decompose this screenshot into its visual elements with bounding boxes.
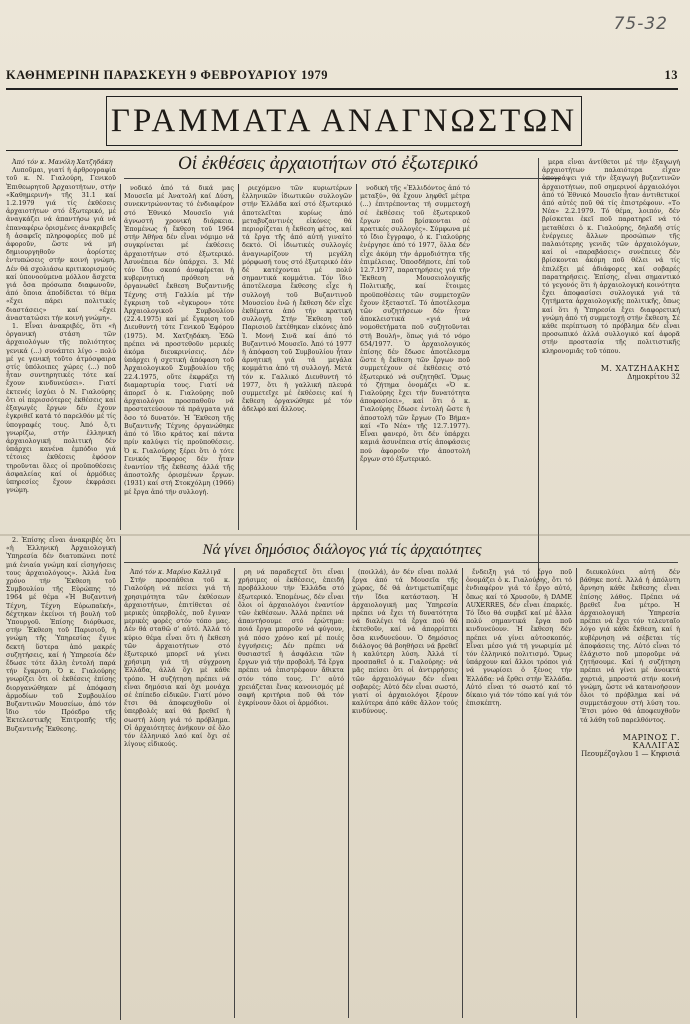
article2-signature-name: ΜΑΡΙΝΟΣ Γ. ΚΑΛΛΙΓΑΣ bbox=[622, 732, 680, 751]
article1-paragraph: ριεχόμενο τῶν κυριωτέρων ἑλληνικῶν ἰδιωτικῶν συλλογῶν στήν Ἑλλάδα καί στό ἐξωτερικό ἀποτελεῖται κυρίως ἀπό μεταβυζαντινές εἰκόνες θά περιορίζεται ἡ ἔκθεση φέτος, καί τά ἔργα τῆς ἀπό αὐτή γιναίτο δεκτό. Οἱ ἰδιωτικές συλλογές ἀναγνωρίζουν τή μεγάλη μόρφωσή τους στό ἐξωτερικό ἐάν δέ κατέχονται μέ πολύ σημαντικά κομμάτια. Τόν ἴδιο ἀποτέλεσμα ἔκθεσης εἶχε ἡ συλλογή τοῦ Βυζαντινοῦ Μουσείου ἐνῶ ἡ ἔκθεση δέν εἶχε ἐκθέματα ἀπό τήν κρατική συλλογή. Στήν Ἔκθεση τοῦ Παρισιοῦ ἐκτέθηκαν εἰκόνες ἀπό Ἱ. Μονή Σινᾶ καί ἀπό τό Βυζαντινό Μουσεῖο. Ἀπό τό 1977 ἡ ἀπόφαση τοῦ Συμβουλίου ἦταν ἀρνητική γιά τά μεγάλα κομμάτια ἀπό τή συλλογή. Μετά τόν κ. Γαλλικό Διευθυντή τό 1977, ὅτι ἡ γαλλική πλευρά συμμετεῖχε μέ ἐκθέσεις καί ἡ ἔκθεση ὀργανώθηκε μέ τόν ἀδελφό καί ἄλλους. bbox=[242, 184, 352, 414]
masthead-rule bbox=[6, 88, 678, 90]
article1-headline: Οἱ ἐκθέσεις ἀρχαιοτήτων στό ἐξωτερικό bbox=[178, 153, 478, 174]
article2-paragraph: διευκολύνει αὐτή δέν βάθηκε ποτέ. Ἀλλά ἡ ἀπόλυτη ἄρνηση κάθε ἔκθεσης εἶναι ἐπίσης λάθος. Πρέπει νά βρεθεῖ ἕνα μέτρο. Ἡ ἀρχαιολογική Ὑπηρεσία πρέπει νά ἔχει τόν τελευταῖο λόγο γιά κάθε ἔκθεση, καί ἡ κυβέρνηση νά σέβεται τίς ἀποφάσεις της. Αὐτό εἶναι τό ἐλάχιστο ποῦ μποροῦμε νά ζητήσουμε. Καί ἡ συζήτηση πρέπει νά γίνει μέ ἀνοικτά χαρτιά, μπροστά στήν κοινή γνώμη, ὥστε νά κατανοήσουν ὅλοι τό πρόβλημα καί νά συμμετάσχουν στή λύση του. Ἔτσι μόνο θά ἀποφευχθοῦν τά λάθη τοῦ παρελθόντος. bbox=[580, 568, 680, 724]
article2-headline-rule bbox=[124, 562, 678, 563]
article2-paragraph: ἔνδειξη γιά τό ἔργο ποῦ ὀνομάζει ὁ κ. Γιαλούρης, ὅτι τό ἐνδιαφέρον γιά τό ἔργο αὐτό, ὅπως καί τό Χρυσοῦν, ἡ DAME AUXERRES, δέν εἶναι ἐπαρκές. Τό ἴδιο θά συμβεῖ καί μέ ἄλλα πολύ σημαντικά ἔργα ποῦ κινδυνεύουν. Ἡ ἔκθεση δέν πρέπει νά γίνει αὐτοσκοπός. Εἶναι μέσο γιά τή γνωριμία μέ τόν ἑλληνικό πολιτισμό. Ὅμως ὑπάρχουν καί ἄλλοι τρόποι γιά νά γνωρίσει ὁ ξένος τήν Ἑλλάδα: νά ἔρθει στήν Ἑλλάδα. Αὐτό εἶναι τό σωστό καί τό δίκαιο γιά τόν τόπο καί γιά τόν ἐπισκέπτη. bbox=[466, 568, 572, 708]
section-rule bbox=[6, 150, 678, 151]
article2-column-3 bbox=[352, 568, 458, 1018]
handwritten-note: 75-32 bbox=[613, 14, 668, 34]
article2-byline: Ἀπό τόν κ. Μαρίνο Καλλιγᾶ bbox=[130, 568, 221, 576]
article1-column-3 bbox=[242, 184, 352, 530]
article1-paragraph: 1. Εἶναι ἀνακριβές, ὅτι «ἡ ὀργανική στάση τῶν ἀρχαιολόγων τῆς πολιότητος γενικά (...) συνάπτει λίγο - πολύ μέ γε γενική τοῦτο ἀτμόσφαιρα στίς ὑπόλοιπες χώρες (...) ποῦ ἦταν συντηρητικές τότε καί ἔχουν κινδυνεύσει». Γιατί ἐκτενές ἰσχύει ὁ Ν. Γιαλούρης ὅτι οἱ περισσότερες ἐκθέσεις καί ἐξαγωγές ἔργων δέν ἔχουν ἐγκριθεῖ κατά τό παρελθόν μέ τίς ὑπογραφές τους. Ἀπό ὅ,τι γνωρίζω, στήν ἑλληνική ἀρχαιολογική πολιτική δέν ὑπάρχει κανένα ἐμπόδιο γιά τέτοιες ἐκθέσεις ἐφόσον τηροῦνται ὅλες οἱ προϋποθέσεις ἀσφαλείας καί οἱ ἁρμόδιες ὑπηρεσίες ἔχουν ἐκφράσει γνώμη. bbox=[6, 322, 116, 495]
article1-column-1 bbox=[6, 158, 116, 530]
article2-paragraph: (ποιλλά), ἀν δέν εἶναι πολλά ἔργα ἀπό τά Μουσεῖα τῆς χώρας, δέ θά ἀντιμετωπίζαμε τήν ἴδια κατάσταση. Ἡ ἀρχαιολογική μας Ὑπηρεσία πρέπει νά ἔχει τή δυνατότητα νά διαλέγει τά ἔργα πού θά ἐκτεθοῦν, καί νά ἀπορρίπτει ὅσα κινδυνεύουν. Ὁ δημόσιος διάλογος θά βοηθήσει νά βρεθεῖ ἡ καλύτερη λύση. Ἀλλά τί προσπαθεῖ ὁ κ. Γιαλούρης: νά μᾶς πείσει ὅτι οἱ ἀντιρρήσεις τῶν ἀρχαιολόγων δέν εἶναι σοβαρές; Αὐτό δέν εἶναι σωστό, γιατί οἱ ἀρχαιολόγοι ξέρουν καλύτερα ἀπό κάθε ἄλλον τούς κινδύνους. bbox=[352, 568, 458, 716]
article1-column-1-continued bbox=[6, 536, 116, 1020]
column-divider bbox=[238, 184, 239, 530]
section-title: ΓΡΑΜΜΑΤΑ ΑΝΑΓΝΩΣΤΩΝ bbox=[106, 96, 582, 146]
masthead bbox=[6, 68, 678, 86]
masthead-date: ΚΑΘΗΜΕΡΙΝΗ ΠΑΡΑΣΚΕΥΗ 9 ΦΕΒΡΟΥΑΡΙΟΥ 1979 bbox=[6, 68, 329, 82]
article1-signature-name: Μ. ΧΑΤΖΗΔΑΚΗΣ bbox=[600, 363, 680, 373]
article1-column-2 bbox=[124, 184, 234, 530]
article2-column-5 bbox=[580, 568, 680, 1018]
column-divider bbox=[120, 184, 121, 530]
column-divider bbox=[462, 568, 463, 1018]
page-number: 13 bbox=[664, 68, 678, 82]
column-divider bbox=[234, 568, 235, 1018]
article2-column-1 bbox=[124, 568, 230, 1018]
article1-signature-address: Δημοκρίτου 32 bbox=[627, 373, 680, 382]
article1-paragraph: νοδική τῆς «Ἐλλιδόντος ἀπό τό μεταξύ», θά ἔχουν ληφθεῖ μέτρα (...) ἐπιτρέποντας τή συμμετοχή σέ ἐκθέσεις τοῦ ἐξωτερικοῦ ἔργων ποῦ βρίσκονται σέ κρατικές συλλογές». Σύμφωνα μέ τό ἴδιο ἔγγραφο, ὁ κ. Γιαλούρης ἐνέργησε ἀπό τό 1977, ὅλλα δέν εἶχε ἀκόμη τήν ἀρμοδιότητα τῆς ἐπιμέλειας. Ὁποσδήποτε, ἐπί τοῦ 12.7.1977, παρατηρήσεις γιά τήν Ἔκθεση Μουσειολογικῆς Πολιτικῆς, καί ἕτοιμες προϋποθέσεις τῶν συμμετοχῶν ἔχουν ἑξεταστεῖ. Τό ἀποτέλεσμα τῶν συζητήσεων δέν ἦταν ἀποκλειστικά «γιά νά νομοθετήματα ποῦ συζητοῦνται στή Βουλή», ὅπως γιά τό νόμο 654/1977. Ὁ ἀρχαιολογικός ἐπίσης δέν ἔδωσε ἀποτέλεσμα ὥστε ἡ ἔκθεση τῶν ἔργων ποῦ συμμετέχουν σέ ἐκθέσεις στό ἐξωτερικό νά συζητηθεῖ. Ὅμως τό ζήτημα ὀνομάζει «Ὁ κ. Γιαλούρης ἔχει τήν δυνατότητα ἀποφασίσει», καί ὅτι ὁ κ. Γιαλούρης ἔδωσε ἐντολή ὥστε ἡ ἀποστολή τῶν ἔργων (Το Βήμα» καί «Το Νέα» τῆς 12.7.1977). Εἶναι φανερό, ὅτι δέν ὑπάρχει καμιά ἀσυνέπεια στίς ἀποφάσεις πού ἀφοροῦν τήν ἀποστολή ἔργων στό ἐξωτερικό. bbox=[360, 184, 470, 463]
article1-column-5 bbox=[542, 158, 680, 580]
article1-byline: Ἀπό τόν κ. Μανόλη Χατζηδάκη bbox=[12, 158, 113, 166]
column-divider bbox=[120, 536, 121, 1020]
article1-headline-rule bbox=[124, 178, 560, 179]
column-divider bbox=[538, 158, 539, 580]
article1-paragraph: 2. Ἐπίσης εἶναι ἀνακριβές ὅτι «ἡ Ἑλληνική Ἀρχαιολογική Ὑπηρεσία δέν διατυπώνει ποτέ μιά ἑνιαία γνώμη καί εἰσηγήσεις τους ἀρχαιολόγους». Ἀλλά ἕνα χρόνο τήν Ἔκθεση τοῦ Συμβουλίου τῆς Εὐρώπης τό 1964 μέ θέμα «Ἡ Βυζαντινή Τέχνη, Τέχνη Εὐρωπαϊκή», δέχτηκαν ἐκείνοι τή βουλή τοῦ Ὑπουργοῦ. Ἐπίσης διόρθωσε, στήν Ἔκθεση τοῦ Παρισιοῦ, ἡ γνώμη τῆς Ὑπηρεσίας ἔγινε δεκτή ὕστερα ἀπό μακρές συζητήσεις, καί ἡ Ὑπηρεσία δέν ἔδωσε τότε ἄλλη ἐντολή παρά τήν ἔγκριση. Ὁ κ. Γιαλούρης γνωρίζει ὅτι οἱ ἐκθέσεις ἐπίσης διοργανώθηκαν μέ ἀπόφαση ἀρμοδίων τοῦ Συμβουλίου Βυζαντινῶν Μουσείων, ἀπό τόν ἴδιο τόν Πρόεδρο τῆς Ἐκτελεστικῆς Ἐπιτροπῆς τῆς Βυζαντινῆς Ἔκθεσης. bbox=[6, 536, 116, 733]
article2-headline: Νά γίνει δημόσιος διάλογος γιά τίς ἀρχαιότητες bbox=[202, 542, 482, 558]
article2-paragraph: Στήν προσπάθεια τοῦ κ. Γιαλούρη νά πείσει γιά τή χρησιμότητα τῶν ἐκθέσεων ἀρχαιοτήτων, ἐπιτίθεται σέ μερικές ὑπερβολές, ποῦ ἔγιναν μερικές φορές στόν τόπο μας. Δέν θά σταθῶ σ' αὐτό. Ἀλλά τό κύριο θέμα εἶναι ὅτι ἡ ἔκθεση τῶν ἀρχαιοτήτων στό ἐξωτερικό μπορεῖ νά γίνει χρήσιμη γιά τή σύγχρονη Ἑλλάδα, ἀλλά ὅχι μέ κάθε τρόπο. Ἡ συζήτηση πρέπει νά εἶναι δημόσια καί ὅχι μονάχα σέ ἐπίπεδο εἰδικῶν. Γιατί μόνο ἔτσι θά ἀποφευχθοῦν οἱ ὑπερβολές καί θά βρεθεῖ ἡ σωστή λύση γιά τό πρόβλημα. Οἱ ἀρχαιότητες ἀνήκουν σέ ὅλο τόν ἑλληνικό λαό καί ὅχι σέ λίγους εἰδικούς. bbox=[124, 576, 230, 749]
article2-paragraph: ρη νά παραδεχτεῖ ὅτι εἶναι χρήσιμες οἱ ἐκθέσεις, ἐπειδή προβάλλουν τήν Ἑλλάδα στό ἐξωτερικό. Ἐπομένως, δέν εἶναι ὅλοι οἱ ἀρχαιολόγοι ἐναντίον τῶν ἐκθέσεων. Ἀλλά πρέπει νά ἀπαντήσουμε στό ἐρώτημα: ποιά ἔργα μποροῦν νά φύγουν, γιά πόσο χρόνο καί μέ ποιές ἐγγυήσεις; Δέν πρέπει νά θυσιαστεῖ ἡ ἀσφάλεια τῶν ἔργων γιά τήν προβολή. Τά ἔργα πρέπει νά ἐπιστρέφουν ἄθικτα στόν τόπο τους. Γι' αὐτό χρειάζεται ἕνας κανονισμός μέ σαφή κριτήρια ποῦ θά τόν ἐγκρίνουν ὅλοι οἱ ἁρμόδιοι. bbox=[238, 568, 344, 708]
article1-paragraph: νοδικό ἀπό τά δικά μας Μουσεῖα μέ Ἀνατολή καί Δύση, συνεκντρώνοντας τό ἐνδιαφέρον στό Ἐθνικό Μουσεῖο γιά ἀγνωστή χρονική διάρκεια. Ἐπομένως ἡ ἔκθεση τοῦ 1964 στήν Ἀθήνα δέν εἶναι νόμιμο νά συγκρίνεται μέ ἐκθέσεις ἀρχαιοτήτων στό ἐξωτερικό. Ἀσυνέπεια δέν ὑπάρχει. 3. Μέ τόν ἴδιο σκοπό ἀναφέρεται ἡ κυβερνητική πρόθεση νά ὀργανωθεῖ ἔκθεση Βυζαντινῆς Τέχνης στή Γαλλία μέ τήν ἔγκριση τοῦ «ἐγκυρου» τότε Ἀρχαιολογικοῦ Συμβουλίου (22.4.1975) καί μέ ἔγκριση τοῦ Διευθυντή τότε Γενικοῦ Ἐφόρου (1975). Μ. Χατζηδάκη. Ἐδῶ πρέπει νά προστεθοῦν μερικές ἀκόμα διευκρινίσεις. Δέν ὑπάρχει ἡ σχετική ἀπόφαση τοῦ Ἀρχαιολογικοῦ Συμβουλίου τῆς 22.4.1975, οὔτε ἐκφράζει τή διαμαρτυρία τους. Γιατί νά ἀπορεῖ ὁ κ. Γιαλούρης ποῦ ἀρχαιολόγοι προσπαθοῦν νά προστατεύσουν τά πράγματα γιά ὅσο τό δυνατόν. Ἡ Ἔκθεση τῆς Βυζαντινῆς Τέχνης ὀργανώθηκε ἀπό τό ἴδιο κράτος καί πάντα πρίν καλύψει τίς προϋποθέσεις. Ὁ κ. Γιαλούρης ξέρει ὅτι ὁ τότε Γενικός Ἔφορος δέν ἦταν ἐναντίον τῆς ἔκθεσης ἀλλά τῆς ἀποστολῆς ὁρισμένων ἔργων. (1931) καί στή Στοκχόλμη (1966) μέ ἔργα ἀπό τήν συλλογή. bbox=[124, 184, 234, 496]
article1-column-4 bbox=[360, 184, 470, 530]
article1-paragraph: Λυποῦμαι, γιατί ἡ ἀρθρογραφία τοῦ κ. Ν. Γιαλούρη, Γενικοῦ Ἐπιθεωρητοῦ Ἀρχαιοτήτων, στήν «Καθημερινή» τῆς 31.1 καί 1.2.1979 γιά τίς ἐκθέσεις ἀρχαιοτήτων στό ἐξωτερικό, μέ ἀναγκάζει νά ἀπαντήσω γιά νά ἐπαναφέρω ὁρισμένες ἀνακριβεῖς ἤ ἀσαφεῖς πληροφορίες ποῦ μέ ἀφοροῦν, ὥστε νά μή δημιουργηθοῦν ἀορίστες ἐντυπώσεις στήν κοινή γνώμη. Δέν θά σχολιάσω κριτικορισμούς καί ὑπονοούμενα μόλλον ἄσχετα γιά ὅσα πρόσωπα διαφωνοῦν, ἀπό ὅποια ἀποδίδεται τό θέμα «ἔχει πάρει πολιτικές διαστάσεις» καί «ἔχει ἀναστατώσει τήν κοινή γνώμη». bbox=[6, 166, 116, 322]
column-divider bbox=[576, 568, 577, 1018]
column-divider bbox=[356, 184, 357, 530]
article2-column-4 bbox=[466, 568, 572, 1018]
article2-column-2 bbox=[238, 568, 344, 1018]
article2-signature-address: Πεουμέζογλου 1 — Κηφισιά bbox=[581, 750, 680, 759]
article1-paragraph: μερα εἶναι ἀντίθετοι μέ τήν ἐξαγωγή ἀρχαιοτήτων παλαιότερα εἶχαν ὑπογράψει γιά τήν ἐξαγωγή βυζαντινῶν ἀρχαιοτήτων, ποῦ σημερινοί ἀρχαιολόγοι ἀπό τό Ἐθνικό Μουσεῖο ἦταν ἀντιθετικοί ἀπό αὐτές ποῦ θά τίς ἐπιστρέφουν. «Το Νέα» 2.2.1979. Τό θέμα, λοιπόν, δέν βρίσκεται ἐκεῖ ποῦ παρατηρεῖ νά τό μεταθέσει ὁ κ. Γιαλούρης, δηλαδή στίς ἐνέργειες ἄλλων προσώπων τῆς παλαιότερης γενιᾶς τῶν ἀρχαιολόγων, καί οἱ «παραβάσεις» συνέπειες δέν βρίσκονται ἀκόμη ποῦ θέλει νά τίς ἐπιλέξει μέ ἀδιάφορες καί σοβαρές παρατηρήσεις. Ἐπίσης, εἶναι σημαντικό τό γεγονός ὅτι ἡ ἀρχαιολογική κοινότητα ἔχει ἀποφασίσει συλλογικά γιά τά ζητήματα ἀρχαιολογικῆς πολιτικῆς, ὅπως καί ὅτι ἡ Ὑπηρεσία ἔχει διαφορετική γνώμη ἀπό τή συμμετοχή στήν ἔκθεση. Σέ κάθε περίπτωση τό πρόβλημα δέν εἶναι προσωπικό ἀλλά συλλογικό καί ἀφορᾶ στήν προστασία τῆς πολιτιστικῆς κληρονομιᾶς τοῦ τόπου. bbox=[542, 158, 680, 355]
column-divider bbox=[348, 568, 349, 1018]
